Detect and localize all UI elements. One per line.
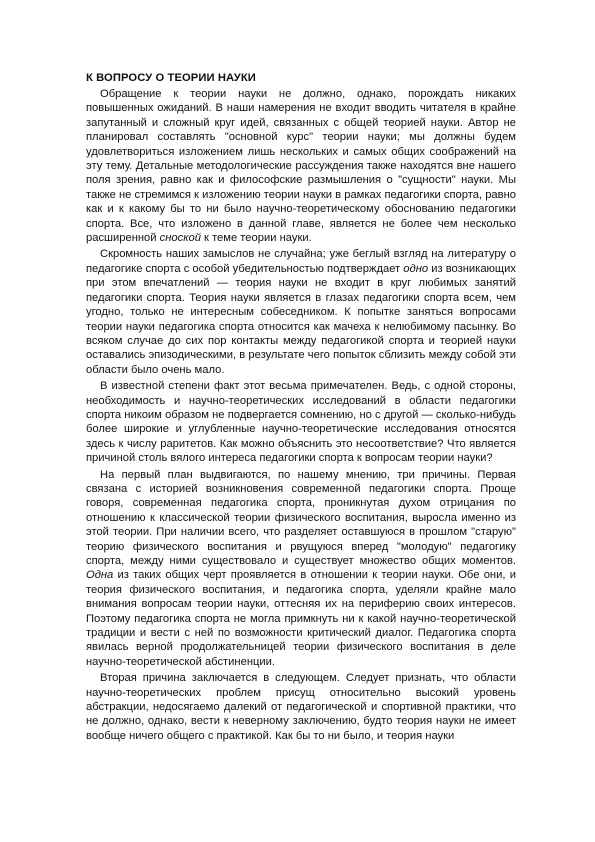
emphasis-text: одно [403, 262, 429, 275]
paragraph-4 [86, 468, 516, 670]
paragraph-text: Скромность наших замыслов не случайна; уже беглый взгляд на литературу о педагогике спорта с особой убедительностью подтверждает [86, 248, 516, 275]
paragraph-text: В известной степени факт этот весьма примечателен. Ведь, с одной стороны, необходимость и научно-теоретических исследований в области педагогики спорта никоим образом не подвергается сомнению, но с другой — сколько-нибудь более широкие и углубленные научно-теоретические исследования относятся здесь к числу раритетов. Как можно объяснить это несоответствие? Что является причиной столь вялого интереса педагогики спорта к вопросам теории науки? [86, 380, 516, 465]
paragraph-2 [86, 247, 516, 377]
document-page [86, 72, 516, 745]
paragraph-3 [86, 379, 516, 465]
paragraph-text: из таких общих черт проявляется в отношении к теории науки. Обе они, и теория физического воспитания, и педагогика спорта, уделяли крайне мало внимания вопросам теории науки, оттесняя их на периферию своих интересов. Поэтому педагогика спорта не могла примкнуть ни к какой научно-теоретической традиции и вести с ней по возможности критический диалог. Педагогика спорта явилась верной продолжательницей теории физического воспитания в деле научно-теоретической абстиненции. [86, 569, 516, 668]
emphasis-text: Одна [86, 569, 114, 582]
paragraph-5 [86, 671, 516, 743]
paragraph-text: Обращение к теории науки не должно, однако, порождать никаких повышенных ожиданий. В наши намерения не входит вводить читателя в крайне запутанный и сложный круг идей, связанных с общей теорией науки. Автор не планировал составлять "основной курс" теории науки; мы должны будем удовлетвориться изложением лишь нескольких и самых общих соображений на эту тему. Детальные методологические рассуждения также находятся вне нашего поля зрения, равно как и философские размышления о "сущности" науки. Мы также не стремимся к изложению теории науки в рамках педагогики спорта, равно как и к какому бы то ни было научно-теоретическому обоснованию педагогики спорта. Все, что изложено в данной главе, является не более чем несколько расширенной [86, 88, 516, 245]
paragraph-1 [86, 87, 516, 245]
document-title: К ВОПРОСУ О ТЕОРИИ НАУКИ [86, 72, 256, 84]
paragraph-text: На первый план выдвигаются, по нашему мнению, три причины. Первая связана с историей возникновения современной педагогики спорта. Проще говоря, современная педагогика спорта, проникнутая духом отрицания по отношению к классической теории физического воспитания, выросла именно из этой теории. При наличии всего, что разделяет оставшуюся в прошлом "старую" теорию физического воспитания и рвущуюся вперед "молодую" педагогику спорта, между ними существовало и существует множество общих моментов. [86, 468, 516, 567]
paragraph-text: Вторая причина заключается в следующем. Следует признать, что области научно-теоретических проблем присущ относительно высокий уровень абстракции, недосягаемо далекий от педагогической и спортивной практики, что не должно, однако, вести к неверному заключению, будто теория науки не имеет вообще ничего общего с практикой. Как бы то ни было, и теория науки [86, 672, 516, 742]
paragraph-text: из возникающих при этом впечатлений — теория науки не входит в круг любимых занятий педагогики спорта. Теория науки является в глазах педагогики спорта всем, чем угодно, только не интересным собеседником. К попытке заняться вопросами теории науки педагогика спорта относится как мачеха к нелюбимому пасынку. Во всяком случае до сих пор контакты между педагогикой спорта и теорией науки оставались эпизодическими, в результате чего попыток сблизить между собой эти области было очень мало. [86, 262, 516, 376]
emphasis-text: сноской [159, 232, 201, 245]
paragraph-text: к теме теории науки. [200, 232, 312, 245]
